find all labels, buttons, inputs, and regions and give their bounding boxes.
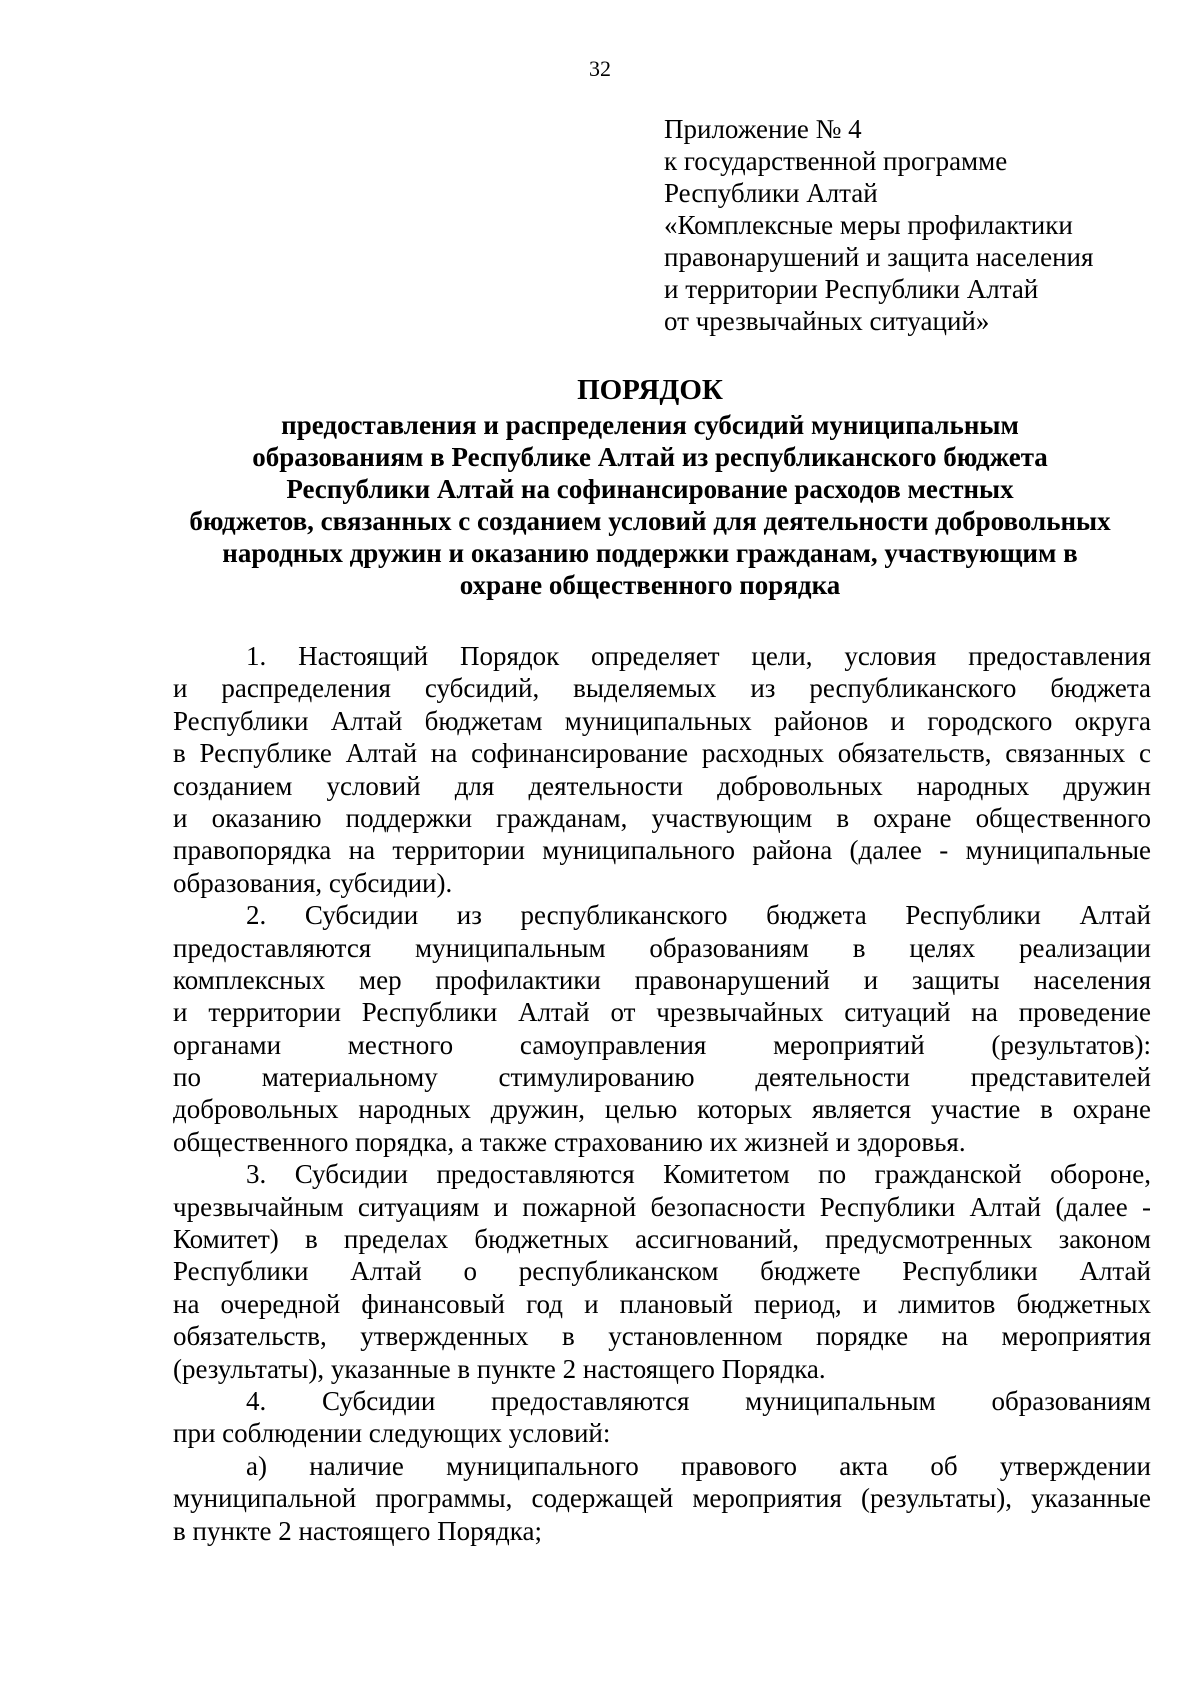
document-title xyxy=(150,373,1150,601)
text-line: в Республике Алтай на софинансирование расходных обязательств, связанных с xyxy=(173,738,1151,769)
title-subtitle-line: бюджетов, связанных с созданием условий для деятельности добровольных xyxy=(189,506,1111,536)
text-line: 4. Субсидии предоставляются муниципальным образованиям xyxy=(246,1385,1151,1416)
paragraph-3 xyxy=(173,1158,1151,1385)
text-line: муниципальной программы, содержащей мероприятия (результаты), указанные xyxy=(173,1483,1151,1514)
text-line: (результаты), указанные в пункте 2 настоящего Порядка. xyxy=(173,1353,826,1384)
text-line: органами местного самоуправления мероприятий (результатов): xyxy=(173,1029,1151,1060)
text-line: при соблюдении следующих условий: xyxy=(173,1418,611,1449)
paragraph-4a xyxy=(173,1450,1151,1547)
text-line: в пункте 2 настоящего Порядка; xyxy=(173,1515,542,1546)
paragraph-2 xyxy=(173,899,1151,1158)
appendix-line: правонарушений и защита населения xyxy=(664,242,1094,272)
title-subtitle-line: народных дружин и оказанию поддержки гражданам, участвующим в xyxy=(222,538,1078,568)
text-line: и территории Республики Алтай от чрезвычайных ситуаций на проведение xyxy=(173,997,1151,1028)
text-line: а) наличие муниципального правового акта об утверждении xyxy=(246,1450,1151,1481)
text-line: 3. Субсидии предоставляются Комитетом по гражданской обороне, xyxy=(246,1159,1151,1190)
text-line: образования, субсидии). xyxy=(173,867,453,898)
page-number: 32 xyxy=(589,56,611,81)
text-line: по материальному стимулированию деятельности представителей xyxy=(173,1062,1151,1093)
text-line: Республики Алтай бюджетам муниципальных районов и городского округа xyxy=(173,705,1151,736)
text-line: созданием условий для деятельности добровольных народных дружин xyxy=(173,770,1151,801)
appendix-line: и территории Республики Алтай xyxy=(664,274,1039,304)
title-subtitle-line: охране общественного порядка xyxy=(459,570,841,600)
text-line: на очередной финансовый год и плановый период, и лимитов бюджетных xyxy=(173,1288,1151,1319)
text-line: комплексных мер профилактики правонарушений и защиты населения xyxy=(173,964,1151,995)
title-subtitle-line: образованиям в Республике Алтай из республиканского бюджета xyxy=(252,442,1048,472)
text-line: добровольных народных дружин, целью которых является участие в охране xyxy=(173,1094,1151,1125)
appendix-header xyxy=(664,113,1184,337)
text-line: чрезвычайным ситуациям и пожарной безопасности Республики Алтай (далее - xyxy=(173,1191,1151,1222)
title-main: ПОРЯДОК xyxy=(577,374,723,406)
text-line: 1. Настоящий Порядок определяет цели, условия предоставления xyxy=(246,641,1151,671)
appendix-line: Республики Алтай xyxy=(664,178,878,208)
text-line: обязательств, утвержденных в установленном порядке на мероприятия xyxy=(173,1321,1151,1352)
text-line: Комитет) в пределах бюджетных ассигнований, предусмотренных законом xyxy=(173,1224,1151,1255)
text-line: и распределения субсидий, выделяемых из республиканского бюджета xyxy=(173,673,1151,704)
appendix-line: к государственной программе xyxy=(664,146,1008,176)
appendix-line: от чрезвычайных ситуаций» xyxy=(664,306,990,336)
title-subtitle-line: предоставления и распределения субсидий муниципальным xyxy=(281,410,1019,440)
text-line: Республики Алтай о республиканском бюджете Республики Алтай xyxy=(173,1256,1151,1287)
document-body xyxy=(173,640,1151,1547)
appendix-line: «Комплексные меры профилактики xyxy=(664,210,1073,240)
text-line: и оказанию поддержки гражданам, участвующим в охране общественного xyxy=(173,802,1151,833)
text-line: предоставляются муниципальным образованиям в целях реализации xyxy=(173,932,1151,963)
paragraph-1 xyxy=(173,640,1151,899)
text-line: 2. Субсидии из республиканского бюджета Республики Алтай xyxy=(246,900,1151,931)
text-line: правопорядка на территории муниципального района (далее - муниципальные xyxy=(173,835,1151,866)
appendix-line: Приложение № 4 xyxy=(664,114,862,144)
text-line: общественного порядка, а также страхованию их жизней и здоровья. xyxy=(173,1126,966,1157)
paragraph-4 xyxy=(173,1385,1151,1450)
title-subtitle-line: Республики Алтай на софинансирование расходов местных xyxy=(286,474,1014,504)
